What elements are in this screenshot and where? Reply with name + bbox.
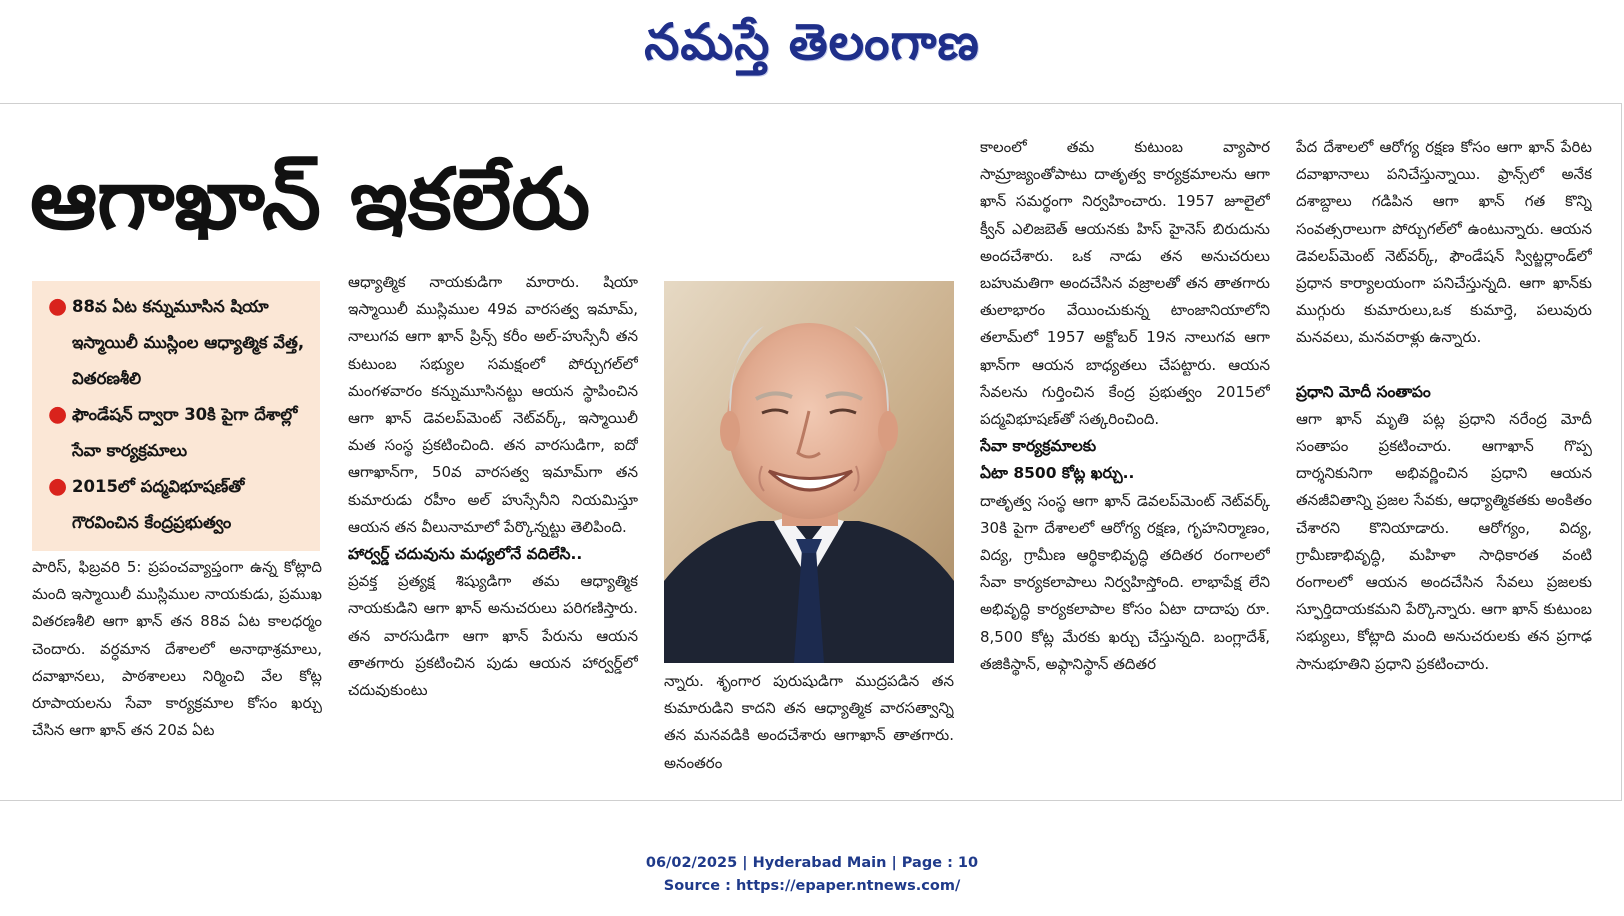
newspaper-logo: నమస్తే తెలంగాణ bbox=[644, 12, 980, 71]
column-2 bbox=[348, 269, 638, 794]
aga-khan-photo bbox=[664, 281, 954, 663]
highlight-text: 2015లో పద్మవిభూషణ్‌తో గౌరవించిన కేంద్రప్రభుత్వం bbox=[72, 477, 245, 532]
highlight-text: 88వ ఏట కన్నుమూసిన షియా ఇస్మాయిలీ ముస్లింల ఆధ్యాత్మిక వేత్త, వితరణశీలి bbox=[72, 297, 305, 388]
column-1-body: పారిస్, ఫిబ్రవరి 5: ప్రపంచవ్యాప్తంగా ఉన్న కోట్లాది మంది ఇస్మాయిలీ ముస్లిముల నాయకుడు, ప్రముఖ వితరణశీలి ఆగా ఖాన్ తన 88వ ఏట కాలధర్మం చెందారు. వర్ధమాన దేశాలలో అనాథాశ్రమాలు, దవాఖానలు, పాఠశాలలు నిర్మించి వేల కోట్ల రూపాయలను సేవా కార్యక్రమాల కోసం ఖర్చు చేసిన ఆగా ఖాన్ తన 20వ ఏట bbox=[32, 558, 322, 740]
column-5-subhead: ప్రధాని మోదీ సంతాపం bbox=[1296, 382, 1431, 401]
column-4-subhead-2: ఏటా 8500 కోట్ల ఖర్చు.. bbox=[980, 464, 1135, 483]
bullet-icon: ● bbox=[48, 402, 68, 427]
highlight-item bbox=[46, 289, 310, 397]
column-2-subhead: హార్వర్డ్ చదువును మధ్యలోనే వదిలేసి.. bbox=[348, 545, 583, 564]
portrait-illustration bbox=[664, 281, 954, 663]
footer-source-line: Source : https://epaper.ntnews.com/ bbox=[663, 878, 961, 894]
column-2-body-2: ప్రవక్త ప్రత్యక్ష శిష్యుడిగా తమ ఆధ్యాత్మిక నాయకుడిని ఆగా ఖాన్ అనుచరులు పరిగణిస్తారు. తన వారసుడిగా ఆగా ఖాన్ పేరును ఆయన తాతగారు ప్రకటించిన పుడు ఆయన హార్వర్డ్‌లో చదువుకుంటు bbox=[348, 572, 638, 700]
footer-date-line: 06/02/2025 | Hyderabad Main | Page : 10 bbox=[645, 855, 979, 871]
highlight-text: ఫౌండేషన్ ద్వారా 30కి పైగా దేశాల్లో సేవా కార్యక్రమాలు bbox=[72, 405, 298, 460]
column-4-subhead-1: సేవా కార్యక్రమాలకు bbox=[980, 437, 1097, 456]
headline: ఆగాఖాన్ ఇకలేరు bbox=[30, 150, 591, 248]
highlight-item bbox=[46, 469, 310, 541]
masthead bbox=[0, 0, 1624, 95]
column-5-body-2: ఆగా ఖాన్ మృతి పట్ల ప్రధాని నరేంద్ర మోదీ సంతాపం ప్రకటించారు. ఆగాఖాన్ గొప్ప దార్శనికునిగా అభివర్ణించిన ప్రధాని ఆయన తనజీవితాన్ని ప్రజల సేవకు, ఆధ్యాత్మికతకు అంకితం చేశారని కొనియాడారు. ఆరోగ్యం, విద్య, గ్రామీణాభివృద్ధి, మహిళా సాధికారత వంటి రంగాలలో ఆయన అందచేసిన సేవలు ప్రజలకు స్ఫూర్తిదాయకమని పేర్కొన్నారు. ఆగా ఖాన్ కుటుంబ సభ్యులు, కోట్లాది మంది అనుచరులకు తన ప్రగాఢ సానుభూతిని ప్రధాని ప్రకటించారు. bbox=[1296, 409, 1592, 673]
column-3 bbox=[664, 668, 954, 794]
column-4-body-2: దాతృత్వ సంస్థ ఆగా ఖాన్ డెవలప్‌మెంట్ నెట్‌వర్క్ 30కి పైగా దేశాలలో ఆరోగ్య రక్షణ, గృహనిర్మాణం, విద్య, గ్రామీణ ఆర్థికాభివృద్ధి తదితర రంగాలలో సేవా కార్యకలాపాలు నిర్వహిస్తోంది. లాభాపేక్ష లేని అభివృద్ధి కార్యకలాపాల కోసం ఏటా దాదాపు రూ. 8,500 కోట్ల మేరకు ఖర్చు చేస్తున్నది. బంగ్లాదేశ్, తజికిస్థాన్, అఫ్గానిస్థాన్ తదితర bbox=[980, 491, 1270, 673]
column-5-body-1: పేద దేశాలలో ఆరోగ్య రక్షణ కోసం ఆగా ఖాన్ పేరిట దవాఖానాలు పనిచేస్తున్నాయి. ఫ్రాన్స్‌లో అనేక దశాబ్దాలు గడిపిన ఆగా ఖాన్ గత కొన్ని సంవత్సరాలుగా పోర్చుగల్‌లో ఉంటున్నారు. ఆయన డెవలప్‌మెంట్ నెట్‌వర్క్, ఫౌండేషన్ స్విట్జర్లాండ్‌లో ప్రధాన కార్యాలయంగా పనిచేస్తున్నది. ఆగా ఖాన్‌కు ముగ్గురు కుమారులు,ఒక కుమార్తె, పలువురు మనవలు, మనవరాళ్లు ఉన్నారు. bbox=[1296, 138, 1592, 347]
bullet-icon: ● bbox=[48, 294, 68, 319]
column-2-body-1: ఆధ్యాత్మిక నాయకుడిగా మారారు. షియా ఇస్మాయిలీ ముస్లిముల 49వ వారసత్వ ఇమామ్, నాలుగవ ఆగా ఖాన్ ప్రిన్స్ కరీం అల్-హుస్సేనీ తన కుటుంబ సభ్యుల సమక్షంలో పోర్చుగల్‌లో మంగళవారం కన్నుమూసినట్టు ఆయన స్థాపించిన ఆగా ఖాన్ డెవలప్‌మెంట్ నెట్‌వర్క్, ఇస్మాయిలీ మత సంస్థ ప్రకటించింది. తన వారసుడిగా, ఐదో ఆగాఖాన్‌గా, 50వ వారసత్వ ఇమామ్‌గా తన కుమారుడు రహీం అల్ హుస్సేనీని నియమిస్తూ ఆయన తన వీలునామాలో పేర్కొన్నట్టు తెలిపింది. bbox=[348, 273, 638, 536]
bullet-icon: ● bbox=[48, 474, 68, 499]
column-3-body: న్నారు. శృంగార పురుషుడిగా ముద్రపడిన తన కుమారుడిని కాదని తన ఆధ్యాత్మిక వారసత్వాన్ని తన మనవడికి అందచేశారు ఆగాఖాన్ తాతగారు. అనంతరం bbox=[664, 672, 954, 772]
column-4-body-1: కాలంలో తమ కుటుంబ వ్యాపార సామ్రాజ్యంతోపాటు దాతృత్వ కార్యక్రమాలను ఆగా ఖాన్ సమర్థంగా నిర్వహించారు. 1957 జూలైలో క్వీన్ ఎలిజబెత్ ఆయనకు హిస్ హైనెస్ బిరుదును అందచేశారు. ఒక నాడు తన అనుచరులు బహుమతిగా అందచేసిన వజ్రాలతో తన తాతగారు తులాభారం వేయించుకున్న టాంజానియాలోని తలామ్‌లో 1957 అక్టోబర్ 19న నాలుగవ ఆగా ఖాన్‌గా ఆయన బాధ్యతలు చేపట్టారు. ఆయన సేవలను గుర్తించిన కేంద్ర ప్రభుత్వం 2015లో పద్మవిభూషణ్‌తో సత్కరించింది. bbox=[980, 138, 1270, 429]
column-5 bbox=[1296, 134, 1592, 794]
highlights-box bbox=[32, 281, 320, 551]
column-4 bbox=[980, 134, 1270, 794]
spacer bbox=[1296, 352, 1592, 379]
article bbox=[0, 103, 1622, 801]
highlight-item bbox=[46, 397, 310, 469]
column-1 bbox=[32, 554, 322, 794]
